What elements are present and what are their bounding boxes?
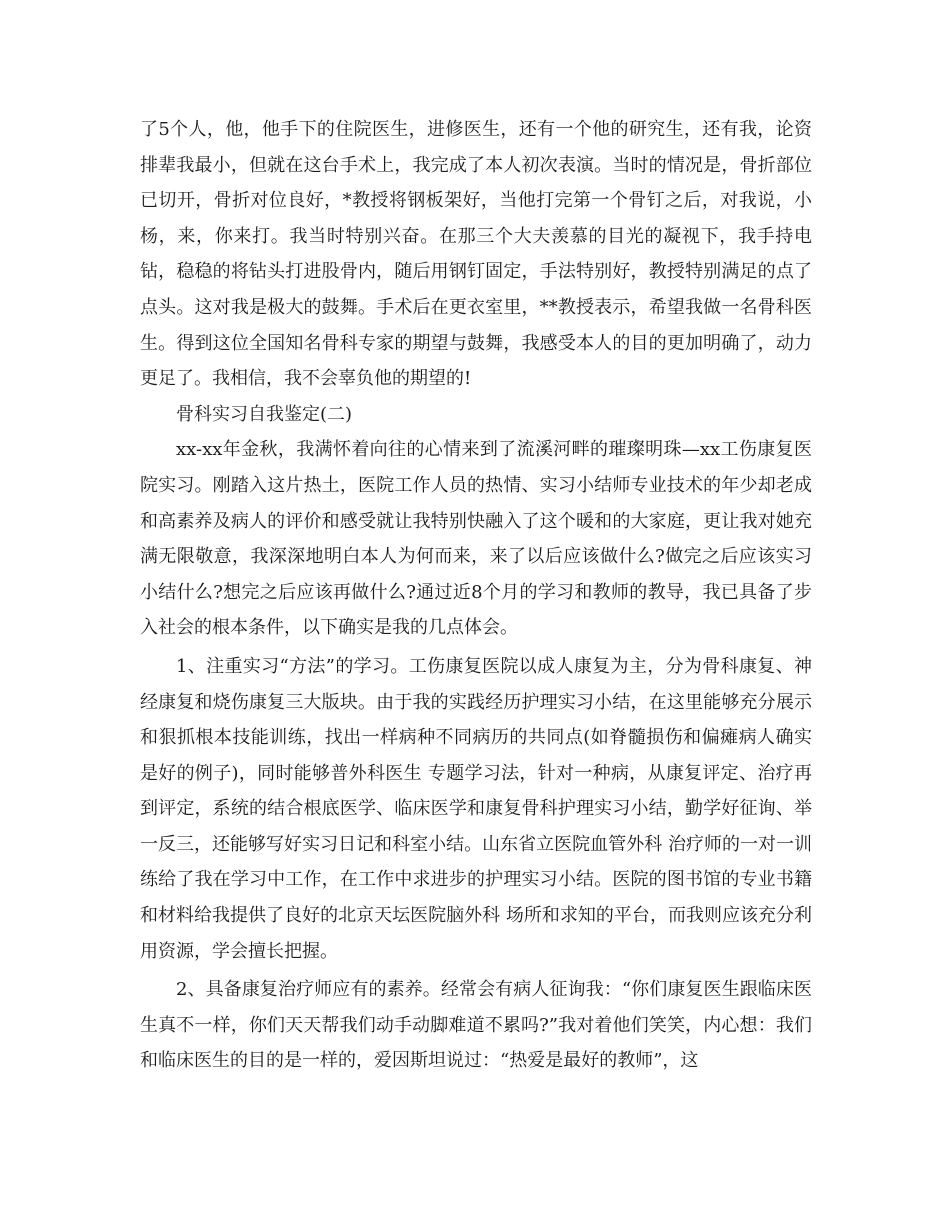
paragraph-intro: xx-xx年金秋，我满怀着向往的心情来到了流溪河畔的璀璨明珠—xx工伤康复医院实习。刚踏入这片热土，医院工作人员的热情、实习小结师专业技术的年少却老成和高素养及病人的评价和感受就让我特别快融入了这个暖和的大家庭，更让我对她充满无限敬意，我深深地明白本人为何而来，来了以后应该做什么?做完之后应该实习小结什么?想完之后应该再做什么?通过近8个月的学习和教师的教导，我已具备了步入社会的根本条件，以下确实是我的几点体会。	[140, 439, 812, 639]
paragraph-point-2: 2、具备康复治疗师应有的素养。经常会有病人征询我：“你们康复医生跟临床医生真不一样，你们天天帮我们动手动脚难道不累吗?”我对着他们笑笑，内心想：我们和临床医生的目的是一样的，爱因斯坦说过：“热爱是最好的教师”，这	[140, 979, 812, 1072]
section-heading: 骨科实习自我鉴定(二)	[176, 403, 353, 425]
document-page	[140, 112, 812, 1079]
paragraph-point-1: 1、注重实习“方法”的学习。工伤康复医院以成人康复为主，分为骨科康复、神经康复和烧伤康复三大版块。由于我的实践经历护理实习小结，在这里能够充分展示和狠抓根本技能训练，找出一样病种不同病历的共同点(如脊髓损伤和偏瘫病人确实是好的例子)，同时能够普外科医生 专题学习法，针对一种病，从康复评定、治疗再到评定，系统的结合根底医学、临床医学和康复骨科护理实习小结，勤学好征询、举一反三，还能够写好实习日记和科室小结。山东省立医院血管外科 治疗师的一对一训练给了我在学习中工作，在工作中求进步的护理实习小结。医院的图书馆的专业书籍和材料给我提供了良好的北京天坛医院脑外科 场所和求知的平台，而我则应该充分利用资源，学会擅长把握。	[140, 655, 812, 962]
paragraph-surgery-story: 了5个人，他，他手下的住院医生，进修医生，还有一个他的研究生，还有我，论资排辈我最小，但就在这台手术上，我完成了本人初次表演。当时的情况是，骨折部位已切开，骨折对位良好，*教授将钢板架好，当他打完第一个骨钉之后，对我说，小杨，来，你来打。我当时特别兴奋。在那三个大夫羡慕的目光的凝视下，我手持电钻，稳稳的将钻头打进股骨内，随后用钢钉固定，手法特别好，教授特别满足的点了点头。这对我是极大的鼓舞。手术后在更衣室里，**教授表示，希望我做一名骨科医生。得到这位全国知名骨科专家的期望与鼓舞，我感受本人的目的更加明确了，动力更足了。我相信，我不会辜负他的期望的!	[140, 119, 812, 390]
